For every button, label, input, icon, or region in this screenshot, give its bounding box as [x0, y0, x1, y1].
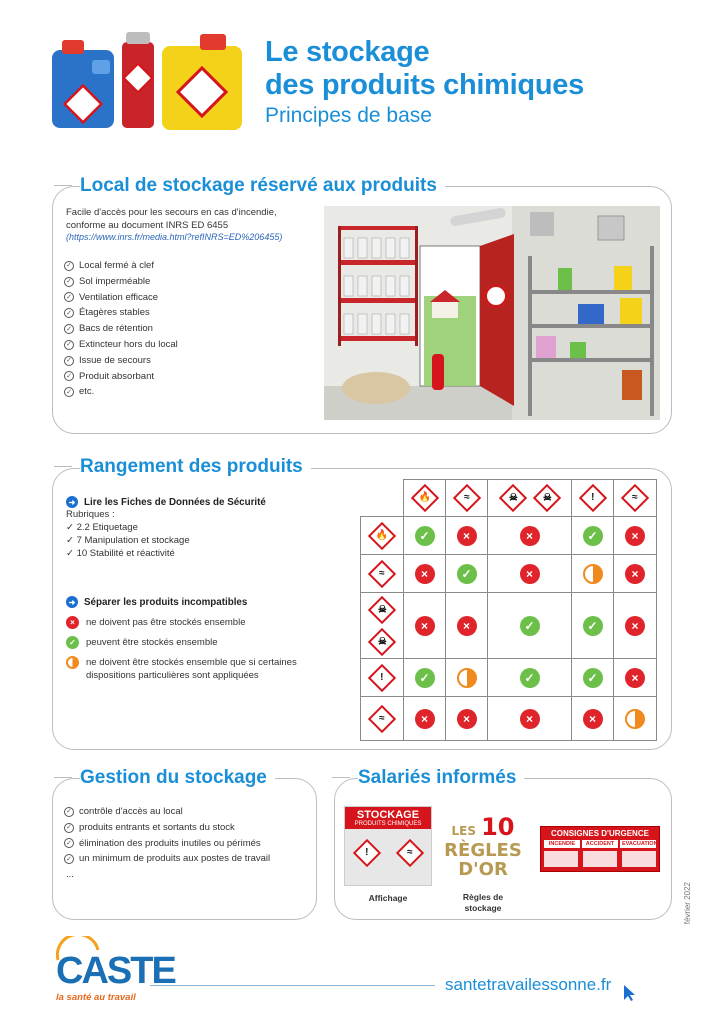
compatible-icon: ✓ — [583, 668, 603, 688]
check-circle-icon: ✓ — [64, 308, 74, 318]
caste-logo: CASTE — [56, 950, 175, 992]
matrix-cell — [614, 697, 657, 741]
matrix-row-header — [360, 697, 404, 741]
emergency-instructions-poster — [540, 826, 660, 872]
stock-management-etc: ... — [66, 869, 74, 880]
check-circle-icon: ✓ — [64, 387, 74, 397]
emergency-column-label: EVACUATION — [622, 841, 658, 847]
checklist-item: ✓ Ventilation efficace — [64, 290, 178, 306]
checklist-item: ✓ élimination des produits inutiles ou périmés — [64, 836, 270, 852]
publication-date: février 2022 — [683, 882, 692, 925]
toxic-hazard-icon: ☠ — [368, 627, 396, 655]
toxic-hazard-icon: ☠ — [368, 595, 396, 623]
logo-arc-icon — [54, 936, 100, 962]
matrix-row-header — [360, 555, 404, 593]
incompatible-icon: × — [457, 616, 477, 636]
conditional-icon — [66, 656, 79, 669]
flame-hazard-icon: 🔥 — [410, 484, 438, 512]
check-circle-icon: ✓ — [64, 324, 74, 334]
exclamation-hazard-icon: ! — [352, 839, 380, 867]
separate-heading: ➜ Séparer les produits incompatibles — [66, 596, 316, 608]
storage-room-checklist — [64, 258, 178, 400]
checklist-item: ✓ Produit absorbant — [64, 369, 178, 385]
storage-arrangement-title: Rangement des produits — [80, 456, 311, 478]
compatible-icon: ✓ — [66, 636, 79, 649]
check-circle-icon: ✓ — [64, 261, 74, 271]
check-circle-icon: ✓ — [64, 823, 74, 833]
matrix-row-header — [360, 659, 404, 697]
incompatible-icon: × — [625, 564, 645, 584]
golden-rules-caption: Règles de stockage — [462, 892, 504, 913]
conditional-icon — [583, 564, 603, 584]
compatible-icon: ✓ — [520, 616, 540, 636]
incompatible-icon: × — [583, 709, 603, 729]
matrix-cell — [572, 659, 614, 697]
storage-poster-title: STOCKAGE — [356, 809, 420, 821]
emergency-column-label: ACCIDENT — [582, 840, 618, 848]
flame-hazard-icon: 🔥 — [368, 521, 396, 549]
fds-block — [66, 496, 346, 560]
checklist-item: ✓ produits entrants et sortants du stock — [64, 820, 270, 836]
legend-item: × ne doivent pas être stockés ensemble — [66, 616, 316, 629]
check-circle-icon: ✓ — [64, 340, 74, 350]
matrix-cell — [614, 659, 657, 697]
check-circle-icon: ✓ — [64, 292, 74, 302]
matrix-cell — [404, 517, 446, 555]
legend-item: ✓ peuvent être stockés ensemble — [66, 636, 316, 649]
incompatible-icon: × — [66, 616, 79, 629]
rubriques-label: Rubriques : — [66, 509, 115, 520]
incompatible-icon: × — [457, 526, 477, 546]
page-subtitle: Principes de base — [265, 104, 432, 127]
incompatible-icon: × — [457, 709, 477, 729]
matrix-cell — [614, 593, 657, 659]
matrix-corner — [360, 479, 404, 517]
emergency-column-label: INCENDIE — [544, 840, 580, 848]
matrix-header-cell — [572, 479, 614, 517]
storage-room-illustration — [324, 206, 660, 420]
golden-rules-les: LES — [451, 824, 476, 838]
informed-employees-title: Salariés informés — [358, 767, 524, 789]
matrix-cell — [446, 517, 488, 555]
cursor-icon — [622, 984, 638, 1002]
legend-item: ne doivent être stockés ensemble que si certaines dispositions particulières sont appliquées — [66, 656, 316, 682]
matrix-header-cell — [446, 479, 488, 517]
checklist-item: ✓ Local fermé à clef — [64, 258, 178, 274]
matrix-cell — [488, 659, 572, 697]
compatible-icon: ✓ — [415, 668, 435, 688]
compatible-icon: ✓ — [583, 616, 603, 636]
page-title: Le stockage des produits chimiques — [265, 36, 584, 101]
incompatible-icon: × — [520, 526, 540, 546]
storage-poster-caption: Affichage — [368, 893, 408, 903]
golden-rules-number: 10 — [481, 813, 515, 841]
stock-management-checklist — [64, 804, 270, 867]
check-circle-icon: ✓ — [64, 807, 74, 817]
compatibility-matrix — [360, 479, 657, 741]
toxic-hazard-icon: ☠ — [498, 484, 526, 512]
check-circle-icon: ✓ — [64, 838, 74, 848]
caste-logo-tagline: la santé au travail — [56, 992, 136, 1003]
compatible-icon: ✓ — [457, 564, 477, 584]
matrix-cell — [404, 659, 446, 697]
incompatible-icon: × — [520, 564, 540, 584]
matrix-row-header — [360, 593, 404, 659]
matrix-cell — [572, 517, 614, 555]
matrix-row-header — [360, 517, 404, 555]
checklist-item: ✓ etc. — [64, 384, 178, 400]
incompatible-icon: × — [415, 709, 435, 729]
check-circle-icon: ✓ — [64, 371, 74, 381]
checklist-item: ✓ Bacs de rétention — [64, 321, 178, 337]
checklist-item: ✓ Extincteur hors du local — [64, 337, 178, 353]
matrix-header-cell — [488, 479, 572, 517]
matrix-cell — [404, 555, 446, 593]
conditional-icon — [625, 709, 645, 729]
conditional-icon — [457, 668, 477, 688]
corrosive-hazard-icon: ≈ — [368, 559, 396, 587]
website-link[interactable]: santetravailessonne.fr — [445, 975, 612, 994]
compatible-icon: ✓ — [520, 668, 540, 688]
matrix-cell — [488, 697, 572, 741]
matrix-cell — [614, 555, 657, 593]
footer-divider — [150, 985, 435, 986]
compatible-icon: ✓ — [415, 526, 435, 546]
checklist-item: ✓ Sol imperméable — [64, 274, 178, 290]
matrix-header-cell — [614, 479, 657, 517]
incompatible-icon: × — [520, 709, 540, 729]
incompatible-icon: × — [625, 616, 645, 636]
storage-room-title: Local de stockage réservé aux produits — [80, 175, 445, 197]
exclamation-hazard-icon: ! — [368, 663, 396, 691]
golden-rules-regles: RÈGLES — [444, 840, 522, 861]
stock-management-title: Gestion du stockage — [80, 767, 275, 789]
incompatible-icon: × — [625, 668, 645, 688]
checklist-item: ✓ Issue de secours — [64, 353, 178, 369]
corrosive-hazard-icon: ≈ — [452, 484, 480, 512]
environment-hazard-icon: ≈ — [395, 839, 423, 867]
fds-heading: ➜ Lire les Fiches de Données de Sécurité — [66, 496, 346, 508]
environment-hazard-icon: ≈ — [368, 704, 396, 732]
toxic-hazard-icon: ☠ — [532, 484, 560, 512]
incompatible-block — [66, 596, 316, 689]
checklist-item: ✓ contrôle d'accès au local — [64, 804, 270, 820]
matrix-cell — [488, 593, 572, 659]
arrow-right-icon: ➜ — [66, 496, 78, 508]
checklist-item: ✓ Étagères stables — [64, 305, 178, 321]
compatible-icon: ✓ — [583, 526, 603, 546]
matrix-cell — [572, 697, 614, 741]
matrix-cell — [446, 697, 488, 741]
matrix-cell — [404, 593, 446, 659]
inrs-link[interactable]: (https://www.inrs.fr/media.html?refINRS=ED%206455) — [66, 232, 283, 242]
check-circle-icon: ✓ — [64, 277, 74, 287]
exclamation-hazard-icon: ! — [578, 484, 606, 512]
environment-hazard-icon: ≈ — [621, 484, 649, 512]
checklist-item: ✓ un minimum de produits aux postes de travail — [64, 851, 270, 867]
golden-rules-or: D'OR — [458, 859, 508, 880]
incompatible-icon: × — [625, 526, 645, 546]
matrix-cell — [488, 517, 572, 555]
check-circle-icon: ✓ — [64, 854, 74, 864]
matrix-cell — [488, 555, 572, 593]
check-circle-icon: ✓ — [64, 356, 74, 366]
matrix-cell — [446, 593, 488, 659]
rubrique-item: ✓ 2.2 Etiquetage — [66, 522, 138, 533]
chemical-containers-illustration — [50, 30, 250, 132]
matrix-header-cell — [404, 479, 446, 517]
rubrique-item: ✓ 7 Manipulation et stockage — [66, 535, 190, 546]
matrix-cell — [572, 593, 614, 659]
matrix-cell — [446, 555, 488, 593]
emergency-title: CONSIGNES D'URGENCE — [551, 829, 649, 838]
matrix-cell — [614, 517, 657, 555]
storage-room-intro: Facile d'accès pour les secours en cas d'incendie, conforme au document INRS ED 6455 — [66, 207, 277, 231]
matrix-cell — [404, 697, 446, 741]
matrix-cell — [572, 555, 614, 593]
arrow-right-icon: ➜ — [66, 596, 78, 608]
rubrique-item: ✓ 10 Stabilité et réactivité — [66, 548, 175, 559]
golden-rules-poster — [442, 813, 524, 886]
storage-poster — [344, 806, 432, 886]
incompatible-icon: × — [415, 564, 435, 584]
matrix-cell — [446, 659, 488, 697]
incompatible-icon: × — [415, 616, 435, 636]
storage-poster-sub: PRODUITS CHIMIQUES — [354, 821, 422, 827]
